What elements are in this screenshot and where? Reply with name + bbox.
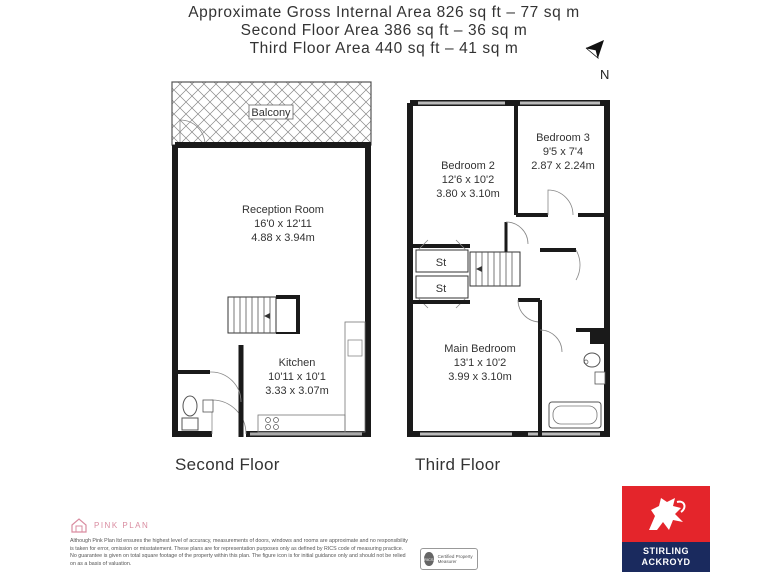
main-bedroom-metric: 3.99 x 3.10m [448,371,512,383]
bedroom3-metric: 2.87 x 2.24m [531,160,595,172]
bedroom2-metric: 3.80 x 3.10m [436,188,500,200]
third-floor-plan [410,103,610,437]
bedroom3-name: Bedroom 3 [536,132,590,144]
bedroom2-name: Bedroom 2 [441,160,495,172]
kitchen-imperial: 10'11 x 10'1 [268,371,326,383]
second-floor-area-text: Second Floor Area 386 sq ft – 36 sq m [240,22,528,39]
kitchen-metric: 3.33 x 3.07m [265,385,329,397]
bedroom2-imperial: 12'6 x 10'2 [441,174,495,186]
balcony-label: Balcony [251,107,291,119]
pink-plan-logo [70,516,149,534]
reception-room-metric: 4.88 x 3.94m [251,232,315,244]
rics-caption: Certified Property Measurer [437,553,473,564]
disclaimer-text: Although Pink Plan ltd ensures the highest level of accuracy, measurements of doors, windows and rooms are approximate and no responsibility is taken for error, omission or misstatement. These plans are for representation purposes only as defined by RICS code of measuring practice. No guarantee is given on total square footage of the property within this plan. The figure icon is for initial guidance only and should not be relied on as a basis of valuation. [70,538,408,567]
store-label-2: St [435,283,447,295]
reception-room-imperial: 16'0 x 12'11 [254,218,312,230]
pink-plan-icon [70,516,88,534]
brand-line-2: ACKROYD [641,557,691,567]
reception-room-name: Reception Room [242,204,324,216]
stirling-ackroyd-logo [622,486,710,572]
griffin-icon [641,492,691,536]
third-floor-label: Third Floor [415,455,501,474]
compass-icon [586,40,609,82]
pink-plan-name: PINK PLAN [94,520,150,530]
kitchen-name: Kitchen [278,357,316,369]
compass-north-label: N [600,67,610,82]
third-floor-area-text: Third Floor Area 440 sq ft – 41 sq m [249,40,519,57]
main-bedroom-name: Main Bedroom [444,343,516,355]
rics-badge [420,548,478,570]
brand-line-1: STIRLING [643,546,689,556]
second-floor-label: Second Floor [175,455,280,474]
second-floor-plan [172,82,371,437]
gross-area-text: Approximate Gross Internal Area 826 sq ft – 77 sq m [188,4,580,21]
bedroom3-imperial: 9'5 x 7'4 [542,146,584,158]
rics-icon: RICS [424,552,434,566]
main-bedroom-imperial: 13'1 x 10'2 [453,357,507,369]
store-label-1: St [435,257,447,269]
